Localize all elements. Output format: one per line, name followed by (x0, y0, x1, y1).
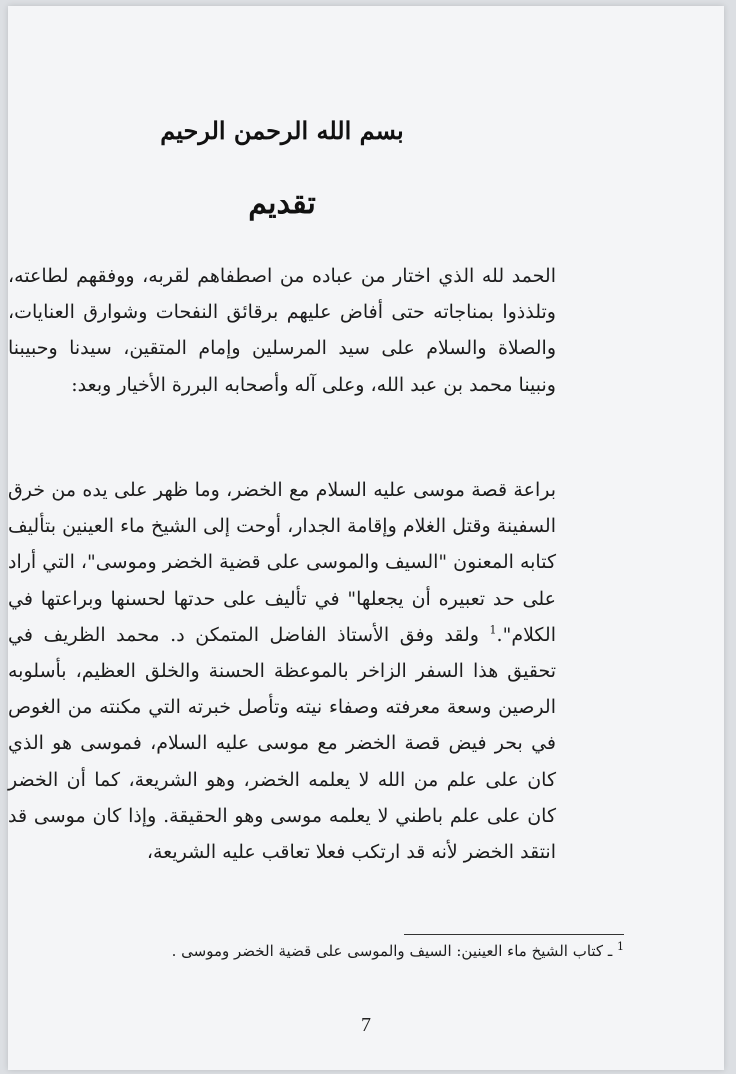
page-number: 7 (361, 1014, 371, 1036)
paragraph-main-part2: ولقد وفق الأستاذ الفاضل المتمكن د. محمد الظريف في تحقيق هذا السفر الزاخر بالموعظة الحسنة والخلق العظيم، بأسلوبه الرصين وسعة معرفته وصفاء نيته وتأصل خبرته التي مكنته من الغوص في بحر فيض قصة الخضر مع موسى عليه السلام، فموسى هو الذي كان على علم من الله لا يعلمه الخضر، وهو الشريعة، كما أن الخضر كان على علم باطني لا يعلمه موسى وهو الحقيقة. وإذا كان موسى قد انتقد الخضر لأنه قد ارتكب فعلا تعاقب عليه الشريعة، (8, 623, 556, 864)
footnote-number: 1 (617, 940, 624, 953)
footnote-divider (404, 934, 624, 935)
footnote (76, 942, 624, 960)
paragraph-text: الحمد لله الذي اختار من عباده من اصطفاهم لقربه، ووفقهم لطاعته، وتلذذوا بمناجاته حتى أفاض عليهم برقائق النفحات وشوارق العنايات، والصلاة والسلام على سيد المرسلين وإمام المتقين، سيدنا وحبيبنا ونبينا محمد بن عبد الله، وعلى آله وأصحابه البررة الأخيار وبعد: (8, 265, 556, 396)
paragraph-text-main (8, 472, 556, 870)
footnote-text: ـ كتاب الشيخ ماء العينين: السيف والموسى على قضية الخضر وموسى . (171, 942, 617, 960)
footnote-reference[interactable]: 1 (489, 623, 497, 637)
basmala-heading: بسم الله الرحمن الرحيم (160, 116, 404, 145)
section-title: تقديم (248, 186, 316, 221)
paragraph-main (8, 472, 556, 870)
book-page (8, 6, 724, 1070)
paragraph-intro (8, 258, 556, 403)
paragraph-main-part1: براعة قصة موسى عليه السلام مع الخضر، وما ظهر على يده من خرق السفينة وقتل الغلام وإقامة الجدار، أوحت إلى الشيخ ماء العينين بتأليف كتابه المعنون "السيف والموسى على قضية الخضر وموسى"، التي أراد على حد تعبيره أن يجعلها" في تأليف على حدتها لحسنها وبراعتها في الكلام". (8, 479, 556, 646)
